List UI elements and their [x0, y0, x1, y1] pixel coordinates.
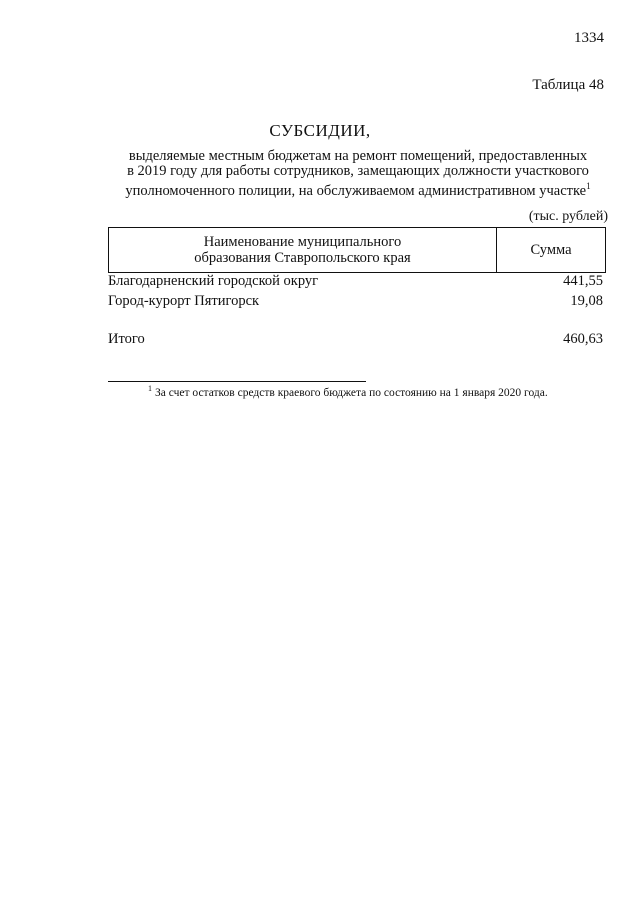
footnote-divider — [108, 381, 366, 382]
page-number: 1334 — [574, 30, 604, 46]
footnote-mark: 1 — [148, 384, 152, 393]
total-label: Итого — [108, 331, 145, 347]
table-header — [108, 227, 606, 273]
header-name-cell — [109, 228, 497, 272]
subtitle-line-2: в 2019 году для работы сотрудников, замещающих должности участкового — [127, 163, 589, 179]
document-title: СУБСИДИИ, — [269, 121, 371, 140]
table-row — [108, 293, 603, 310]
row-name: Город-курорт Пятигорск — [108, 293, 260, 309]
footnote — [148, 384, 548, 399]
total-value: 460,63 — [563, 331, 603, 347]
subtitle-line-3 — [108, 179, 608, 199]
header-name-line-1: Наименование муниципального — [203, 234, 402, 250]
footnote-text: За счет остатков средств краевого бюджета по состоянию на 1 января 2020 года. — [155, 386, 548, 399]
row-value: 19,08 — [570, 293, 603, 309]
header-name-line-2: образования Ставропольского края — [194, 250, 411, 266]
subtitle-line-1: выделяемые местным бюджетам на ремонт помещений, предоставленных — [128, 148, 588, 164]
header-sum-cell: Сумма — [530, 241, 572, 258]
row-name: Благодарненский городской округ — [108, 273, 319, 289]
row-value: 441,55 — [563, 273, 603, 289]
table-label: Таблица 48 — [532, 77, 604, 93]
subtitle-line-3-text: уполномоченного полиции, на обслуживаемом административном участке — [125, 182, 587, 199]
table-row — [108, 273, 603, 290]
document-subtitle — [108, 149, 608, 199]
units-label: (тыс. рублей) — [528, 209, 608, 224]
total-row — [108, 331, 603, 348]
subtitle-footnote-mark: 1 — [586, 181, 591, 191]
